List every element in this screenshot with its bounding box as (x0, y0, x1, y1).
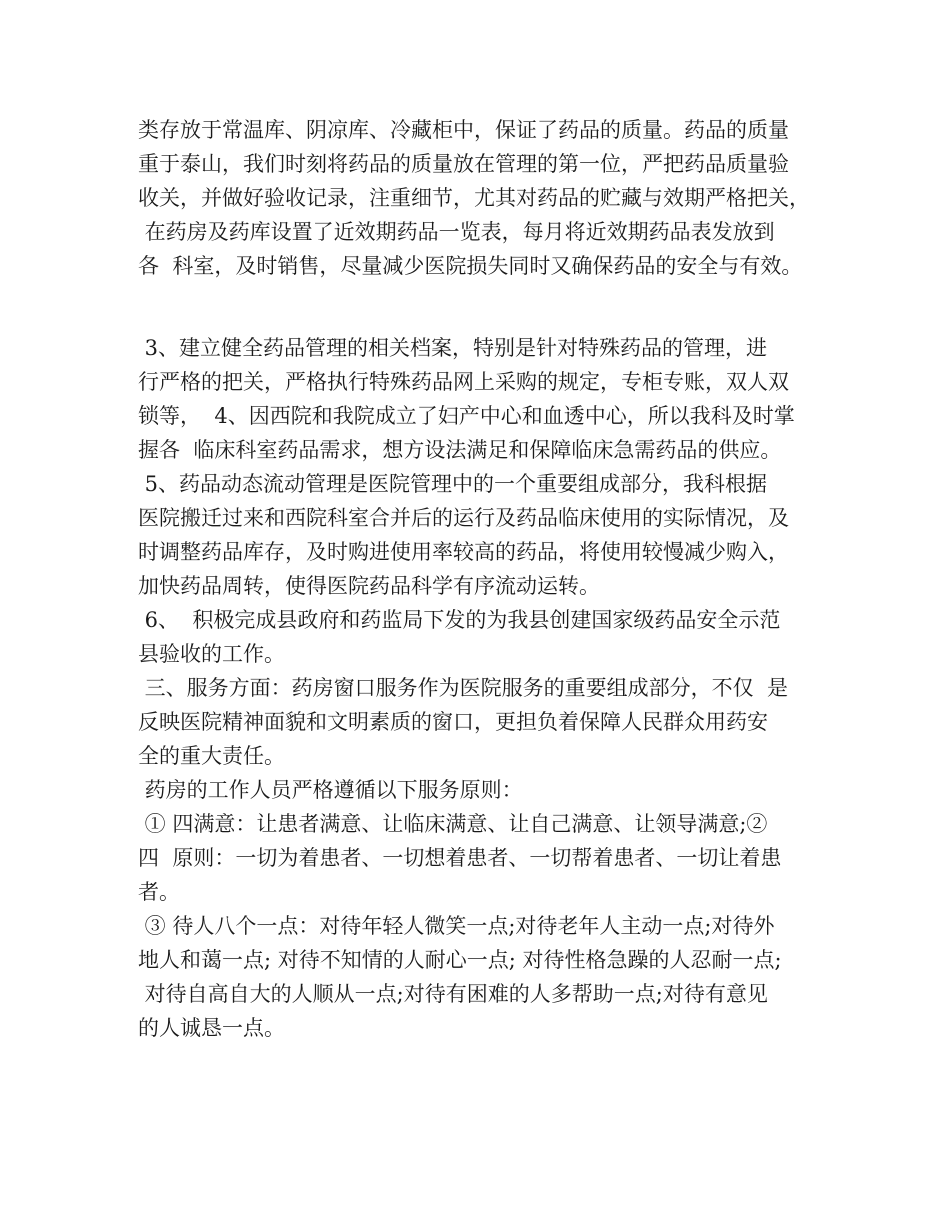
text-line: 收关，并做好验收记录，注重细节，尤其对药品的贮藏与效期严格把关， (138, 186, 810, 210)
text-line: 各 科室，及时销售，尽量减少医院损失同时又确保药品的安全与有效。 (138, 254, 803, 278)
text-line: 对待自高自大的人顺从一点;对待有困难的人多帮助一点;对待有意见 (138, 982, 768, 1006)
paragraph-management-and-service (138, 331, 828, 1045)
text-line: 类存放于常温库、阴凉库、冷藏柜中，保证了药品的质量。药品的质量 (138, 118, 789, 142)
text-line: 5、药品动态流动管理是医院管理中的一个重要组成部分，我科根据 (138, 472, 768, 496)
text-line: 反映医院精神面貌和文明素质的窗口，更担负着保障人民群众用药安 (138, 710, 768, 734)
text-line: 三、服务方面：药房窗口服务作为医院服务的重要组成部分，不仅 是 (138, 676, 789, 700)
text-line: 的人诚恳一点。 (138, 1016, 285, 1040)
text-line: 县验收的工作。 (138, 642, 285, 666)
text-line: 3、建立健全药品管理的相关档案，特别是针对特殊药品的管理，进 (138, 336, 768, 360)
text-line: 加快药品周转，使得医院药品科学有序流动运转。 (138, 574, 600, 598)
paragraph-drug-storage (138, 113, 828, 283)
text-line: 行严格的把关，严格执行特殊药品网上采购的规定，专柜专账，双人双 (138, 370, 789, 394)
text-line: 药房的工作人员严格遵循以下服务原则： (138, 778, 523, 802)
text-line: 锁等， 4、因西院和我院成立了妇产中心和血透中心，所以我科及时掌 (138, 404, 795, 428)
text-line: 全的重大责任。 (138, 744, 285, 768)
text-line: 重于泰山，我们时刻将药品的质量放在管理的第一位，严把药品质量验 (138, 152, 789, 176)
text-line: ③ 待人八个一点：对待年轻人微笑一点;对待老年人主动一点;对待外 (138, 914, 775, 938)
text-line: 时调整药品库存，及时购进使用率较高的药品，将使用较慢减少购入， (138, 540, 789, 564)
text-line: 地人和蔼一点; 对待不知情的人耐心一点; 对待性格急躁的人忍耐一点; (138, 948, 782, 972)
text-line: 握各 临床科室药品需求，想方设法满足和保障临床急需药品的供应。 (138, 438, 782, 462)
text-line: 在药房及药库设置了近效期药品一览表，每月将近效期药品表发放到 (138, 220, 775, 244)
text-line: ① 四满意：让患者满意、让临床满意、让自己满意、让领导满意;② (138, 812, 768, 836)
text-line: 6、 积极完成县政府和药监局下发的为我县创建国家级药品安全示范 (138, 608, 781, 632)
text-line: 者。 (138, 880, 180, 904)
text-line: 四 原则：一切为着患者、一切想着患者、一切帮着患者、一切让着患 (138, 846, 782, 870)
text-line: 医院搬迁过来和西院科室合并后的运行及药品临床使用的实际情况，及 (138, 506, 789, 530)
